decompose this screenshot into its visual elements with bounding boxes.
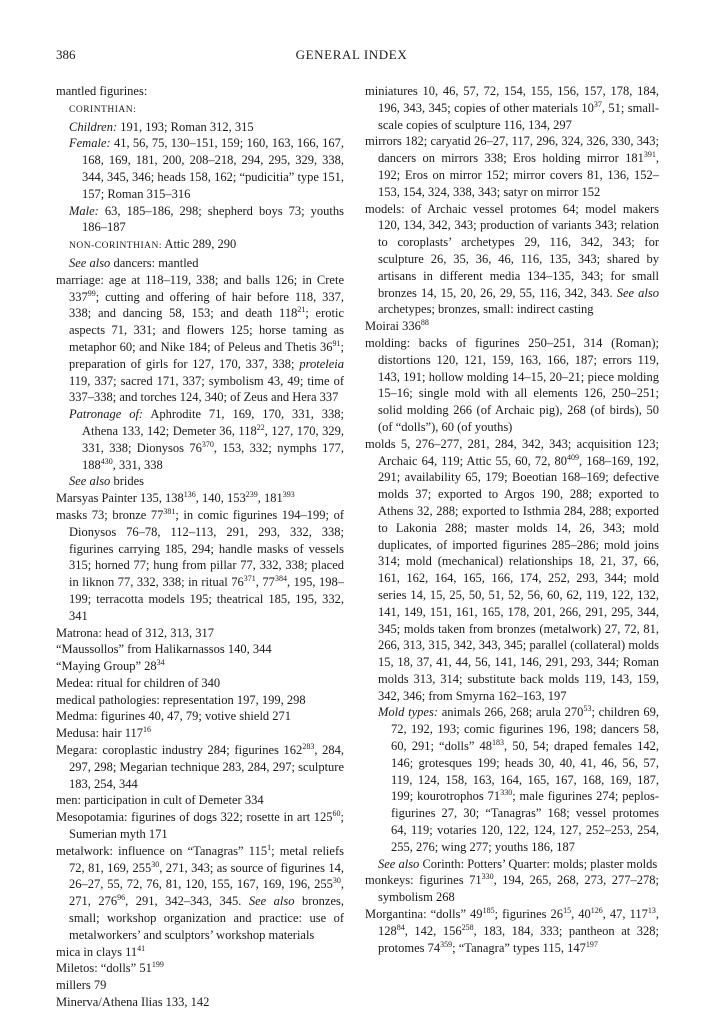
- index-entry: Medma: figurines 40, 47, 79; votive shield 271: [56, 709, 292, 724]
- index-entry: men: participation in cult of Demeter 334: [56, 793, 264, 808]
- index-entry: mica in clays $11^{41}$: [56, 943, 146, 959]
- index-entry: Megara: coroplastic industry 284; figurines $162^{283}$, 284, 297, 298; Megarian technique 283, 284, 297; sculpture 183, 254, 344: [56, 742, 344, 791]
- index-subentry: See also brides: [69, 474, 144, 489]
- index-entry: metalwork: influence on “Tanagras” $115^1$; metal reliefs 72, 81, 169, $255^{30}$, 271, 343; as source of figurines 14, 26–27, 55, 72, 76, 81, 120, 155, 167, 169, 196, $255^{30}$, 271, $276^{96}$, 291, 342–343, 345. See also bronzes, small; workshop organization and practice: use of metalworkers’ and sculptors’ workshop materials: [56, 842, 345, 942]
- index-entry: models: of Archaic vessel protomes 64; model makers 120, 134, 342, 343; production of variants 343; relation to coroplasts’ archetypes 29, 116, 342, 343; for sculpture 26, 35, 36, 46, 116, 135, 343; shared by artisans in different media 134–135, 343; for small bronzes 14, 15, 20, 26, 29, 55, 116, 342, 343. See also archetypes; bronzes, small: indirect casting: [365, 201, 659, 317]
- index-entry: Medea: ritual for children of 340: [56, 675, 221, 690]
- index-entry: Mesopotamia: figurines of dogs 322; rosette in art $125^{60}$; Sumerian myth 171: [56, 809, 344, 842]
- index-entry: monkeys: figurines $71^{330}$, 194, 265, 268, 273, 277–278; symbolism 268: [365, 872, 659, 905]
- index-entry: Matrona: head of 312, 313, 317: [56, 625, 214, 640]
- index-column-right: [365, 83, 659, 956]
- index-entry: Miletos: “dolls” $51^{199}$: [56, 960, 164, 976]
- index-subentry: Patronage of: Aphrodite 71, 169, 170, 331, 338; Athena 133, 142; Demeter 36, $118^{22}$, 127, 170, 329, 331, 338; Dionysos $76^{370}$, 153, 332; nymphs 177, $188^{430}$, 331, 338: [69, 407, 345, 472]
- index-entry: millers 79: [56, 978, 107, 993]
- index-column-left: [56, 83, 344, 1011]
- index-entry: mantled figurines:: [56, 84, 148, 98]
- index-subentry: Mold types: animals 266, 268; arula $270^{53}$; children 69, 72, 192, 193; comic figurines 196, 198; dancers 58, 60, 291; “dolls” $48^{183}$, 50, 54; draped females 142, 146; grotesques 199; heads 30, 40, 41, 46, 56, 57, 119, 124, 158, 163, 164, 165, 167, 168, 169, 187, 199; kourotrophos $71^{330}$; male figurines 274; peplos-figurines 27, 30; “Tanagras” 168; vessel protomes 64, 119; votaries 120, 122, 124, 127, 252–253, 254, 255, 276; wing 277; youths 186, 187: [378, 704, 659, 854]
- index-entry: masks 73; bronze $77^{381}$; in comic figurines 194–199; of Dionysos 76–78, 112–113, 291, 293, 332, 338; figurines carrying 185, 294; handle masks of vessels 315; horned 77; hung from pillar 77, 332, 338; placed in liknon 77, 332, 338; in ritual $76^{371}$, $77^{384}$, 195, 198–199; terracotta models 195; theatrical 185, 195, 332, 341: [56, 506, 345, 623]
- running-head: GENERAL INDEX: [295, 47, 408, 62]
- index-entry: Minerva/Athena Ilias 133, 142: [56, 995, 210, 1010]
- index-entry: molds 5, 276–277, 281, 284, 342, 343; acquisition 123; Archaic 64, 119; Attic 55, 60, 72, $80^{409}$, 168–169, 192, 291; availability 65, 179; Boeotian 168–169; defective molds 37; exported to Argos 190, 288; exported to Athens 32, 288; exported to Isthmia 284, 288; exported to Lakonia 288; master molds 14, 26, 343; mold duplicates, of imported figurines 285–286; mold joins 314; mold (mechanical) relationships 18, 21, 37, 66, 161, 162, 164, 165, 166, 174, 252, 293, 344; mold series 14, 15, 25, 50, 51, 52, 56, 60, 62, 119, 122, 132, 141, 149, 151, 161, 165, 178, 201, 266, 291, 295, 344, 345; molds taken from bronzes (metalwork) 27, 72, 81, 266, 313, 315, 342, 343, 345; parallel (collateral) molds 15, 18, 37, 41, 44, 56, 141, 146, 291, 293, 344; Roman molds 313, 314; substitute back molds 119, 143, 159, 342, 346; from Smyrna 162–163, 197: [365, 436, 660, 703]
- index-entry: miniatures 10, 46, 57, 72, 154, 155, 156, 157, 178, 184, 196, 343, 345; copies of other materials $10^{37}$, 51; small-scale copies of sculpture 116, 134, 297: [365, 84, 659, 132]
- index-subentry: Female: 41, 56, 75, 130–151, 159; 160, 163, 166, 167, 168, 169, 181, 200, 208–218, 294, 295, 329, 338, 344, 345, 346; heads 158, 162; “pudicitia” type 151, 157; Roman 315–316: [69, 136, 344, 201]
- index-entry: marriage: age at 118–119, 338; and balls 126; in Crete $337^{99}$; cutting and offering of hair before 118, 337, 338; and dancing 58, 153; and death $118^{21}$; erotic aspects 71, 331; and flowers 125; horse taming as metaphor 60; and Nike 184; of Peleus and Thetis $36^{91}$; preparation of girls for 127, 170, 337, 338; proteleia 119, 337; sacred 171, 337; symbolism 43, 49; time of 337–338; and torches 124, 340; of Zeus and Hera 337: [56, 272, 345, 405]
- index-subentry: See also Corinth: Potters’ Quarter: molds; plaster molds: [378, 856, 658, 871]
- index-subentry: Male: 63, 185–186, 298; shepherd boys 73; youths 186–187: [69, 203, 344, 235]
- index-subentry: NON-CORINTHIAN: Attic 289, 290: [69, 237, 237, 252]
- index-entry: mirrors 182; caryatid 26–27, 117, 296, 324, 326, 330, 343; dancers on mirrors 338; Eros holding mirror $181^{391}$, 192; Eros on mirror 152; mirror covers 81, 136, 152–153, 154, 324, 338, 343; satyr on mirror 152: [365, 134, 659, 199]
- index-entry: Morgantina: “dolls” $49^{185}$; figurines $26^{15}$, $40^{126}$, 47, $117^{13}$, $128^{84}$, 142, $156^{258}$, 183, 184, 333; pantheon at 328; protomes $74^{359}$; “Tanagra” types 115, $147^{197}$: [365, 906, 660, 955]
- index-subentry: See also dancers: mantled: [69, 255, 199, 270]
- index-entry: Moirai $336^{88}$: [365, 318, 429, 334]
- index-entry: Medusa: hair $117^{16}$: [56, 725, 152, 741]
- index-subentry: CORINTHIAN:: [69, 104, 137, 115]
- index-entry: “Maying Group” $28^{34}$: [56, 658, 165, 674]
- index-entry: Marsyas Painter 135, $138^{136}$, 140, $153^{239}$, $181^{393}$: [56, 490, 295, 506]
- index-entry: medical pathologies: representation 197, 199, 298: [56, 692, 306, 707]
- index-subentry: Children: 191, 193; Roman 312, 315: [69, 119, 254, 134]
- index-entry: molding: backs of figurines 250–251, 314 (Roman); distortions 120, 121, 159, 163, 166, 187; errors 119, 143, 191; hollow molding 14–15, 20–21; piece molding 15–16; single mold with all elements 126, 250–251; solid molding 266 (of Archaic pig), 268 (of birds), 50 (of “dolls”), 60 (of youths): [365, 335, 659, 434]
- index-entry: “Maussollos” from Halikarnassos 140, 344: [56, 642, 272, 657]
- page-number: 386: [56, 47, 76, 62]
